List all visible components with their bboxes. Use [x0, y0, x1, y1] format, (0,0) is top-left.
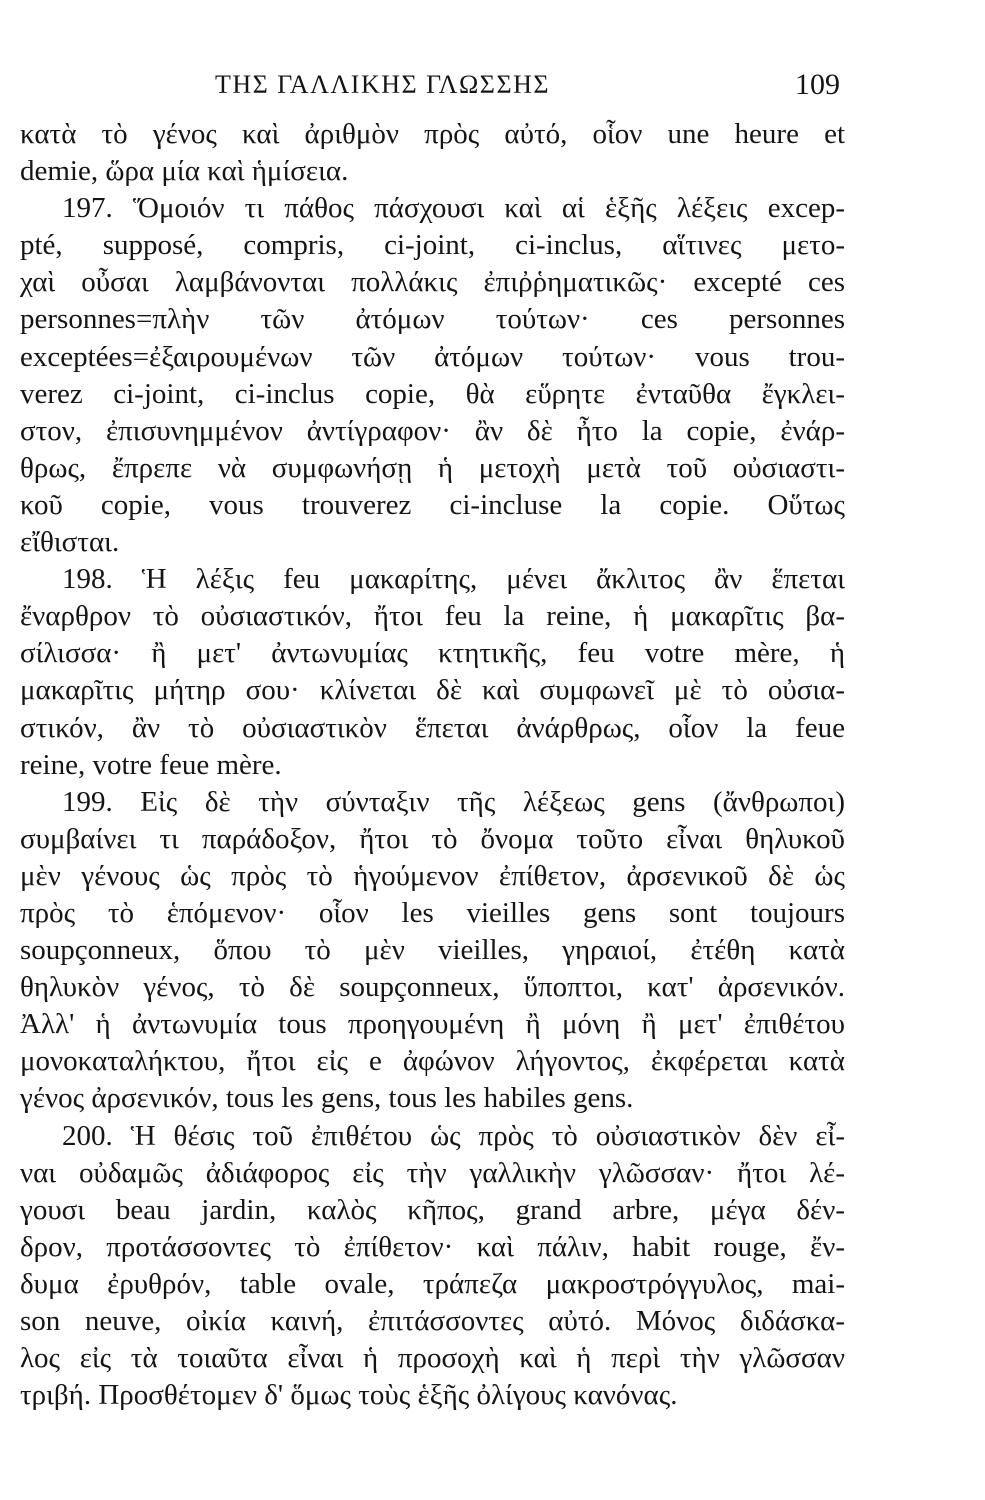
paragraph-197-start: 197. Ὅμοιόν τι πάθος πάσχουσι καὶ αἱ ἑξῆς λέξεις excep-	[62, 192, 845, 225]
paragraph-200-start: 200. Ἡ θέσις τοῦ ἐπιθέτου ὡς πρὸς τὸ οὐσιαστικὸν δὲν εἶ-	[62, 1119, 845, 1152]
text-line: θηλυκὸν γένος, τὸ δὲ soupçonneux, ὕποπτοι, κατ' ἀρσενικόν.	[20, 971, 845, 1004]
text-line: ἔναρθρον τὸ οὐσιαστικόν, ἤτοι feu la reine, ἡ μακαρῖτις βα-	[20, 600, 845, 633]
text-line: εἴθισται.	[20, 526, 120, 559]
text-line: σίλισσα· ἢ μετ' ἀντωνυμίας κτητικῆς, feu votre mère, ἡ	[20, 637, 845, 670]
body-text	[20, 116, 845, 1414]
text-line: δυμα ἐρυθρόν, table ovale, τράπεζα μακροστρόγγυλος, mai-	[20, 1267, 845, 1300]
text-line: συμβαίνει τι παράδοξον, ἤτοι τὸ ὄνομα τοῦτο εἶναι θηλυκοῦ	[20, 822, 845, 855]
running-head	[215, 70, 840, 110]
text-line: μὲν γένους ὡς πρὸς τὸ ἡγούμενον ἐπίθετον, ἀρσενικοῦ δὲ ὡς	[20, 859, 845, 892]
text-line: soupçonneux, ὅπου τὸ μὲν vieilles, γηραιοί, ἐτέθη κατὰ	[20, 934, 845, 967]
page-number: 109	[795, 68, 840, 101]
text-line: pté, supposé, compris, ci-joint, ci-inclus, αἵτινες μετο-	[20, 229, 845, 262]
text-line: δρον, προτάσσοντες τὸ ἐπίθετον· καὶ πάλιν, habit rouge, ἔν-	[20, 1230, 845, 1263]
text-line: son neuve, οἰκία καινή, ἐπιτάσσοντες αὐτό. Μόνος διδάσκα-	[20, 1305, 845, 1337]
text-line: στον, ἐπισυνημμένον ἀντίγραφον· ἂν δὲ ἦτο la copie, ἐνάρ-	[20, 414, 845, 447]
text-line: γένος ἀρσενικόν, tous les gens, tous les habiles gens.	[20, 1082, 634, 1115]
text-line: γουσι beau jardin, καλὸς κῆπος, grand arbre, μέγα δέν-	[20, 1193, 845, 1226]
text-line: λος εἰς τὰ τοιαῦτα εἶναι ἡ προσοχὴ καὶ ἡ περὶ τὴν γλῶσσαν	[20, 1342, 845, 1375]
text-line: Ἀλλ' ἡ ἀντωνυμία tous προηγουμένη ἢ μόνη ἢ μετ' ἐπιθέτου	[20, 1008, 845, 1041]
text-line: μονοκαταλήκτου, ἤτοι εἰς e ἀφώνον λήγοντος, ἐκφέρεται κατὰ	[20, 1045, 845, 1078]
text-line: μακαρῖτις μήτηρ σου· κλίνεται δὲ καὶ συμφωνεῖ μὲ τὸ οὐσια-	[20, 674, 845, 707]
text-line: τριβή. Προσθέτομεν δ' ὅμως τοὺς ἑξῆς ὀλίγους κανόνας.	[20, 1379, 678, 1412]
text-line: κατὰ τὸ γένος καὶ ἀριθμὸν πρὸς αὐτό, οἷον une heure et	[20, 118, 845, 150]
text-line: χαὶ οὖσαι λαμβάνονται πολλάκις ἐπιῤῥηματικῶς· excepté ces	[20, 266, 845, 299]
text-line: στικόν, ἂν τὸ οὐσιαστικὸν ἕπεται ἀνάρθρως, οἷον la feue	[20, 711, 845, 744]
running-title: ΤΗΣ ΓΑΛΛΙΚΗΣ ΓΛΩΣΣΗΣ	[215, 70, 550, 99]
paragraph-198-start: 198. Ἡ λέξις feu μακαρίτης, μένει ἄκλιτος ἂν ἕπεται	[62, 563, 845, 596]
text-line: personnes=πλὴν τῶν ἀτόμων τούτων· ces personnes	[20, 303, 845, 336]
text-line: πρὸς τὸ ἑπόμενον· οἷον les vieilles gens sont toujours	[20, 896, 845, 929]
text-line: exceptées=ἐξαιρουμένων τῶν ἀτόμων τούτων· vous trou-	[20, 340, 845, 373]
text-line: κοῦ copie, vous trouverez ci-incluse la copie. Οὕτως	[20, 488, 845, 521]
text-line: demie, ὥρα μία καὶ ἡμίσεια.	[20, 155, 349, 188]
text-line: θρως, ἔπρεπε νὰ συμφωνήσῃ ἡ μετοχὴ μετὰ τοῦ οὐσιαστι-	[20, 451, 845, 484]
text-line: verez ci-joint, ci-inclus copie, θὰ εὕρητε ἐνταῦθα ἔγκλει-	[20, 377, 845, 410]
text-line: ναι οὐδαμῶς ἀδιάφορος εἰς τὴν γαλλικὴν γλῶσσαν· ἤτοι λέ-	[20, 1156, 845, 1189]
text-line: reine, votre feue mère.	[20, 748, 282, 781]
paragraph-199-start: 199. Εἰς δὲ τὴν σύνταξιν τῆς λέξεως gens (ἄνθρωποι)	[62, 785, 845, 818]
